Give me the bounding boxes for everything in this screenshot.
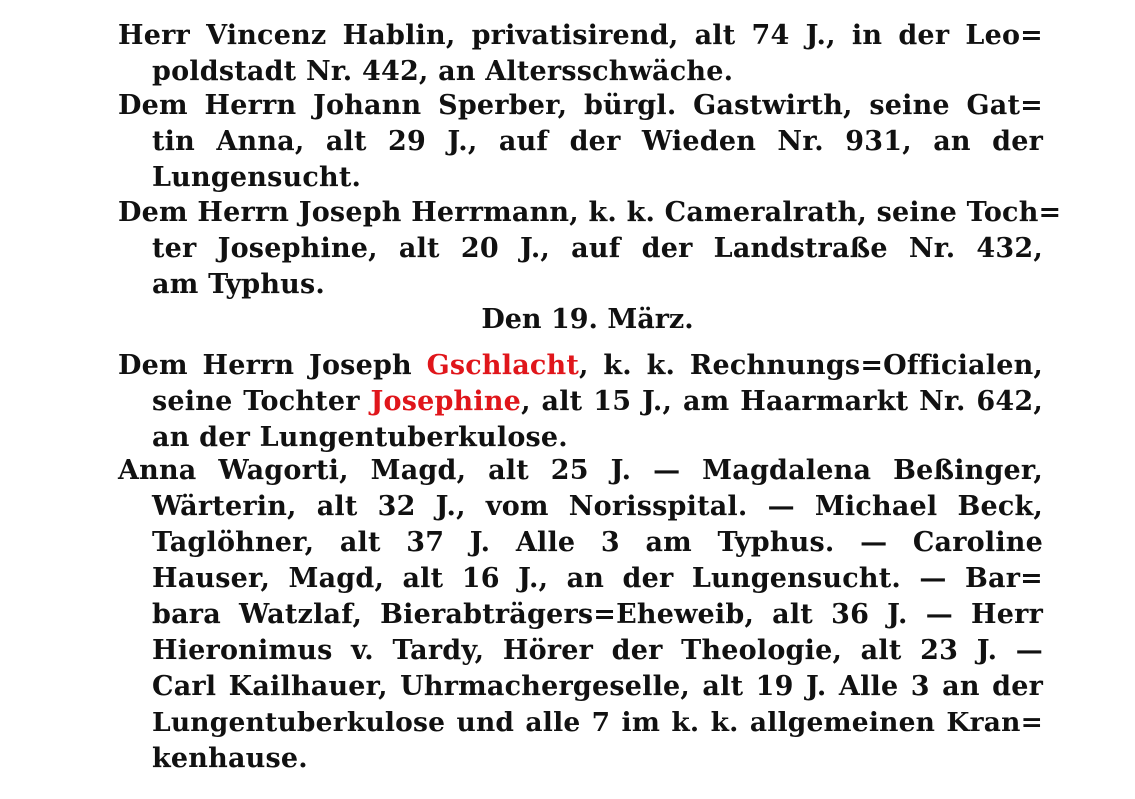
date-heading: Den 19. März. [481, 304, 694, 335]
entry-line: kenhause. [152, 743, 308, 774]
entry-line: Dem Herrn Joseph Herrmann, k. k. Cameralrath, seine Toch= [118, 197, 1062, 228]
highlighted-given-name: Josephine [370, 386, 522, 417]
entry-text: , k. k. Rechnungs=Officialen, [579, 350, 1044, 381]
entry-line: an der Lungentuberkulose. [152, 422, 568, 453]
entry-line: tin Anna, alt 29 J., auf der Wieden Nr. 931, an der [152, 126, 1043, 157]
entry-text: , alt 15 J., am Haarmarkt Nr. 642, [521, 386, 1043, 417]
entry-line: Hauser, Magd, alt 16 J., an der Lungensucht. — Bar= [152, 563, 1043, 594]
entry-line: poldstadt Nr. 442, an Altersschwäche. [152, 56, 734, 87]
entry-line: bara Watzlaf, Bierabträgers=Eheweib, alt 36 J. — Herr [152, 599, 1043, 630]
highlighted-surname: Gschlacht [426, 350, 580, 381]
entry-line: Taglöhner, alt 37 J. Alle 3 am Typhus. — Caroline [152, 527, 1043, 558]
entry-line: Anna Wagorti, Magd, alt 25 J. — Magdalena Beßinger, [118, 455, 1043, 486]
entry-text: Dem Herrn Joseph [118, 350, 427, 381]
entry-line: am Typhus. [152, 269, 326, 300]
death-entry-group [118, 453, 1043, 777]
entry-line: Wärterin, alt 32 J., vom Norisspital. — Michael Beck, [152, 491, 1043, 522]
entry-line: ter Josephine, alt 20 J., auf der Landstraße Nr. 432, [152, 233, 1043, 264]
entry-line: Carl Kailhauer, Uhrmachergeselle, alt 19 J. Alle 3 an der [152, 671, 1043, 702]
entry-line [118, 384, 1043, 420]
entry-line: Hieronimus v. Tardy, Hörer der Theologie, alt 23 J. — [152, 635, 1043, 666]
entry-line: Herr Vincenz Hablin, privatisirend, alt 74 J., in der Leo= [118, 20, 1043, 51]
death-entry-sperber [118, 88, 1043, 196]
entry-line: Dem Herrn Johann Sperber, bürgl. Gastwirth, seine Gat= [118, 90, 1043, 121]
entry-line: Lungentuberkulose und alle 7 im k. k. allgemeinen Kran= [152, 707, 1043, 738]
entry-text: seine Tochter [152, 386, 371, 417]
death-entry-gschlacht [118, 348, 1043, 456]
death-entry-herrmann [118, 195, 1062, 303]
entry-line: Lungensucht. [152, 162, 362, 193]
death-entry-hablin [118, 18, 1043, 90]
entry-line [118, 348, 1043, 384]
